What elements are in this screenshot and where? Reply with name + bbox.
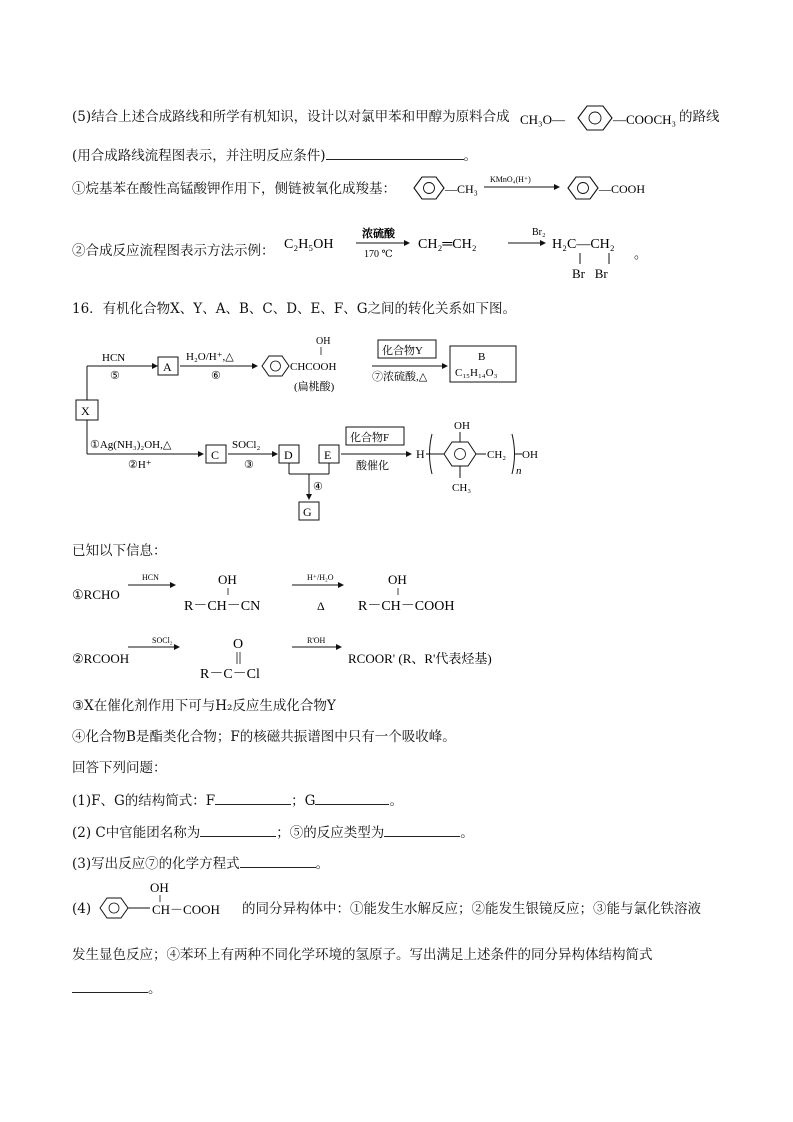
label-mandelic: (扁桃酸)	[294, 381, 335, 393]
answer-blank-reaction-type[interactable]	[384, 822, 460, 837]
label-x: X	[81, 404, 90, 418]
info1-oh2: OH	[388, 572, 407, 587]
poly-ch2: CH₂	[487, 449, 507, 461]
q4-line1: 的同分异构体中：①能发生水解反应；②能发生银镜反应；③能与氯化铁溶液	[242, 901, 701, 917]
hint2-text: ②合成反应流程图表示方法示例：	[72, 243, 275, 259]
hint2-mid: CH₂═CH₂	[418, 237, 477, 252]
arrow-head-icon	[336, 644, 342, 650]
arrow-head-icon	[442, 363, 448, 369]
q2	[72, 822, 474, 842]
info2-mid: R－C－Cl	[200, 667, 260, 682]
q1	[72, 790, 403, 810]
label-compound-y: 化合物Y	[382, 345, 423, 357]
answer-blank-g[interactable]	[315, 790, 389, 805]
q16-title: 16．有机化合物X、Y、A、B、C、D、E、F、G之间的转化关系如下图。	[72, 301, 517, 317]
hint2-br2: Br₂	[532, 227, 546, 238]
info1-hcn: HCN	[142, 573, 159, 582]
info1-oh: OH	[218, 572, 237, 587]
label-step7: ⑦浓硫酸,△	[372, 371, 428, 383]
hint2-product-br: Br Br	[572, 266, 608, 281]
part5-line1-text: (5)结合上述合成路线和所学有机知识，设计以对氯甲苯和甲醇为原料合成	[72, 109, 510, 125]
hint1-text: ①烷基苯在酸性高锰酸钾作用下，侧链被氧化成羧基：	[72, 181, 396, 197]
poly-oh-end: OH	[522, 449, 538, 461]
label-d: D	[284, 448, 293, 462]
part5-line2	[72, 145, 477, 165]
info4: ④化合物B是酯类化合物；F的核磁共振谱图中只有一个吸收峰。	[72, 729, 456, 745]
info2-end: RCOOR' (R、R'代表烃基)	[348, 651, 492, 666]
ring-circle-icon	[589, 112, 601, 124]
poly-ch3: CH₃	[452, 482, 472, 494]
hint1-cooh: —COOH	[599, 182, 646, 196]
poly-oh-top: OH	[454, 420, 470, 432]
arrow-head-icon	[170, 582, 176, 588]
label-chcooh: CHCOOH	[290, 361, 337, 373]
info1-mid: R－CH－CN	[184, 599, 261, 614]
label-h-plus: ②H⁺	[128, 459, 152, 471]
q2-text-type: ；⑤的反应类型为	[276, 825, 385, 841]
hint1-reagent: KMnO₄(H⁺)	[490, 175, 531, 184]
arrow-head-icon	[338, 582, 344, 588]
hint1-scheme	[408, 170, 658, 206]
poly-h: H	[416, 447, 425, 461]
hint2-reagent-bottom: 170 ℃	[364, 249, 393, 260]
benzene-ring-icon	[444, 442, 476, 466]
hint2-scheme	[282, 220, 652, 284]
label-step6: ⑥	[211, 370, 221, 382]
answer-blank-isomer[interactable]	[72, 978, 148, 993]
target-right: —COOCH₃	[613, 112, 677, 127]
label-oh: OH	[316, 336, 331, 347]
label-e: E	[324, 448, 332, 462]
info1-end: R－CH－COOH	[358, 599, 455, 614]
answer-blank-equation[interactable]	[240, 853, 316, 868]
q2-end: 。	[460, 825, 474, 841]
label-a: A	[163, 360, 172, 374]
hint2-end: 。	[634, 246, 648, 261]
target-left: CH₃O—	[520, 112, 565, 127]
info3: ③X在催化剂作用下可与H₂反应生成化合物Y	[72, 698, 336, 714]
label-g: G	[303, 505, 312, 519]
q3-text: (3)写出反应⑦的化学方程式	[72, 856, 240, 872]
label-acid-cat: 酸催化	[356, 460, 389, 472]
info1-reaction	[70, 568, 490, 616]
q3	[72, 853, 329, 873]
ring-circle-icon	[424, 183, 435, 194]
q4-line2: 发生显色反应；④苯环上有两种不同化学环境的氢原子。写出满足上述条件的同分异构体结构简式	[72, 947, 653, 963]
q4-label: (4)	[72, 901, 92, 917]
part5-line1	[72, 108, 510, 126]
arrow-head-icon	[540, 240, 546, 246]
ring-circle-icon	[455, 449, 466, 460]
info1-start: ①RCHO	[72, 587, 120, 602]
label-socl2: SOCl₂	[232, 439, 261, 451]
arrow-head-icon	[272, 451, 278, 457]
known-title: 已知以下信息：	[72, 543, 167, 559]
q4-structure	[94, 878, 244, 922]
q4-end: 。	[148, 981, 162, 997]
poly-n: n	[516, 465, 522, 477]
q4-line3	[72, 978, 162, 998]
label-ag: ①Ag(NH₃)₂OH,△	[90, 439, 172, 451]
label-step3: ③	[244, 459, 254, 471]
q4-chain: CH－COOH	[152, 902, 220, 917]
arrow-head-icon	[404, 240, 410, 246]
benzene-ring-icon	[414, 177, 444, 199]
q4-oh: OH	[150, 880, 169, 895]
arrow-head-icon	[252, 363, 258, 369]
part5-line2-text: (用合成路线流程图表示，并注明反应条件)	[72, 148, 326, 164]
label-compound-f: 化合物F	[350, 432, 390, 444]
info2-socl2: SOCl₂	[152, 636, 173, 645]
answer-blank-functional-group[interactable]	[200, 822, 276, 837]
label-step5: ⑤	[110, 370, 120, 382]
hint1-ch3: —CH₃	[445, 182, 478, 196]
part5-line1-end: 的路线	[679, 109, 720, 125]
answer-title: 回答下列问题：	[72, 760, 167, 776]
benzene-ring-icon	[100, 898, 128, 918]
hint2-start: C₂H₅OH	[284, 237, 334, 252]
benzene-ring-icon	[568, 177, 598, 199]
q3-end: 。	[315, 856, 330, 872]
hint2-product-top: H₂C—CH₂	[552, 237, 615, 252]
info2-reaction	[70, 632, 530, 684]
answer-blank-f[interactable]	[215, 790, 291, 805]
info1-reagent: H⁺/H₂O	[307, 573, 334, 582]
ring-circle-icon	[109, 903, 119, 913]
label-b-formula: C₁₅H₁₄O₃	[455, 367, 498, 379]
arrow-head-icon	[306, 494, 312, 500]
conversion-scheme	[66, 328, 566, 528]
arrow-head-icon	[406, 451, 412, 457]
ring-circle-icon	[271, 361, 281, 371]
info2-start: ②RCOOH	[72, 651, 130, 666]
part5-line2-end: 。	[463, 148, 478, 164]
label-h2o: H₂O/H⁺,△	[186, 351, 234, 363]
benzene-ring-icon	[262, 356, 289, 376]
info2-o: O	[233, 637, 244, 652]
arrow-head-icon	[174, 644, 180, 650]
arrow-head-icon	[198, 451, 204, 457]
benzene-ring-icon	[578, 106, 612, 130]
label-b: B	[478, 351, 486, 363]
label-hcn: HCN	[102, 352, 126, 364]
arrow-head-icon	[152, 363, 158, 369]
answer-blank-route[interactable]	[326, 145, 464, 160]
q1-text-g: ；G	[291, 793, 316, 809]
hint2-reagent-top: 浓硫酸	[362, 228, 395, 240]
info2-roh: R'OH	[307, 636, 326, 645]
q1-text: (1)F、G的结构简式：F	[72, 793, 216, 809]
label-step4: ④	[313, 481, 323, 493]
label-c: C	[211, 448, 220, 462]
q2-text: (2) C中官能团名称为	[72, 825, 201, 841]
arrow-head-icon	[554, 184, 560, 190]
info1-delta: Δ	[317, 599, 325, 613]
q1-end: 。	[389, 793, 403, 809]
ring-circle-icon	[578, 183, 589, 194]
